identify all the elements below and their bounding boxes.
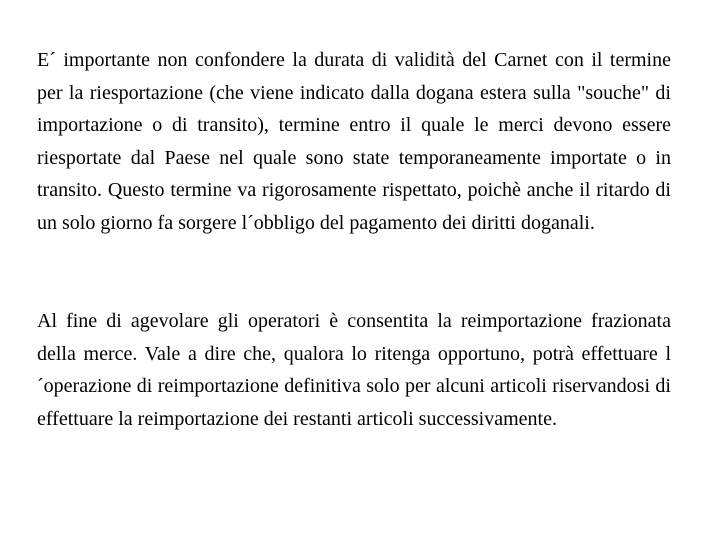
- paragraph-partial-reimport: Al fine di agevolare gli operatori è consentita la reimportazione frazionata della merce. Vale a dire che, qualora lo ritenga opportuno, potrà effettuare l´operazione di reimportazione definitiva solo per alcuni articoli riservandosi di effettuare la reimportazione dei restanti articoli successivamente.: [37, 310, 671, 430]
- paragraph-carnet-validity: E´ importante non confondere la durata di validità del Carnet con il termine per la riesportazione (che viene indicato dalla dogana estera sulla "souche" di importazione o di transito), termine entro il quale le merci devono essere riesportate dal Paese nel quale sono state temporaneamente importate o in transito. Questo termine va rigorosamente rispettato, poichè anche il ritardo di un solo giorno fa sorgere l´obbligo del pagamento dei diritti doganali.: [37, 49, 671, 234]
